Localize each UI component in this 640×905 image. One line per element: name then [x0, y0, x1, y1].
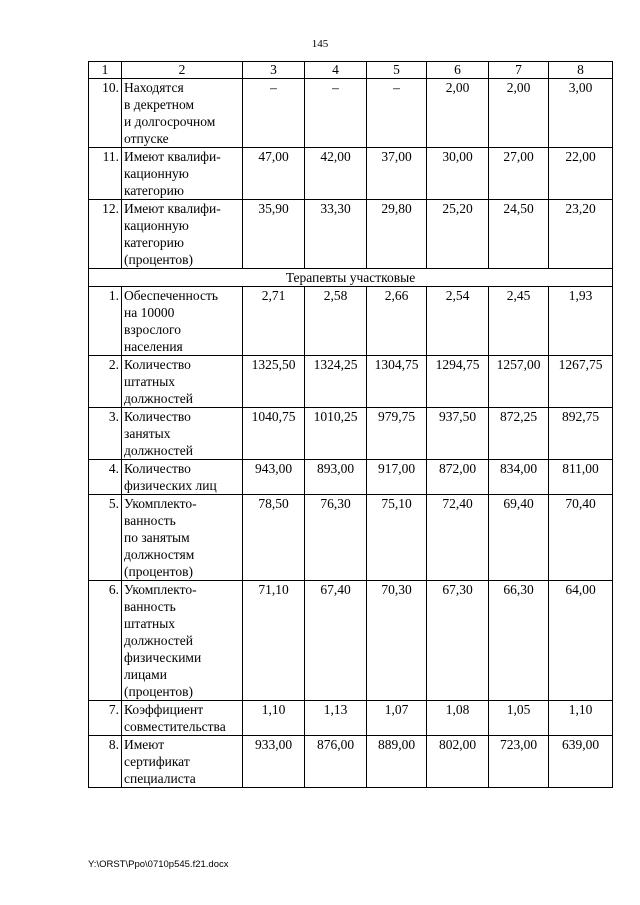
value-cell: 27,00 — [489, 148, 549, 200]
table-row — [89, 701, 613, 736]
row-label-line: Имеют квалифи- — [124, 149, 221, 164]
value-cell: 30,00 — [427, 148, 489, 200]
row-label-line: Обеспеченность — [124, 288, 219, 303]
value-cell: 70,30 — [367, 581, 427, 701]
value-cell: 2,71 — [243, 287, 305, 356]
value-cell: 723,00 — [489, 736, 549, 788]
value-cell: 1,93 — [549, 287, 613, 356]
page-number: 145 — [311, 38, 329, 50]
table-row — [89, 287, 613, 356]
value-cell: 3,00 — [549, 79, 613, 148]
row-label — [122, 200, 243, 269]
row-label-line: кационную — [124, 166, 189, 181]
row-label — [122, 581, 243, 701]
row-label-line: должностям — [124, 547, 195, 562]
value-cell: 47,00 — [243, 148, 305, 200]
data-table — [88, 61, 613, 788]
row-label-line: Имеют квалифи- — [124, 201, 221, 216]
value-cell: 1,07 — [367, 701, 427, 736]
row-label-line: ванность — [124, 599, 176, 614]
value-cell: 64,00 — [549, 581, 613, 701]
row-number: 8. — [89, 736, 122, 788]
header-cell: 7 — [489, 62, 549, 79]
section-body — [89, 269, 613, 287]
value-cell: 1,05 — [489, 701, 549, 736]
value-cell: 1,10 — [549, 701, 613, 736]
value-cell: 1,10 — [243, 701, 305, 736]
value-cell: 33,30 — [305, 200, 367, 269]
value-cell: 35,90 — [243, 200, 305, 269]
row-label-line: должностей — [124, 443, 193, 458]
table-row — [89, 495, 613, 581]
table-row — [89, 408, 613, 460]
row-label-line: в декретном — [124, 97, 195, 112]
value-cell: 72,40 — [427, 495, 489, 581]
table-row — [89, 460, 613, 495]
value-cell: 889,00 — [367, 736, 427, 788]
row-label-line: штатных — [124, 616, 176, 631]
header-cell: 5 — [367, 62, 427, 79]
value-cell: – — [243, 79, 305, 148]
value-cell: 1257,00 — [489, 356, 549, 408]
header-cell: 3 — [243, 62, 305, 79]
value-cell: 1294,75 — [427, 356, 489, 408]
row-label-line: Укомплекто- — [124, 496, 197, 511]
section-title: Терапевты участковые — [89, 269, 613, 287]
value-cell: 917,00 — [367, 460, 427, 495]
footer-file-path: Y:\ORST\Ppo\0710p545.f21.docx — [88, 859, 229, 870]
row-label-line: (процентов) — [124, 684, 194, 699]
value-cell: 876,00 — [305, 736, 367, 788]
value-cell: 69,40 — [489, 495, 549, 581]
row-label-line: Количество — [124, 461, 191, 476]
value-cell: 933,00 — [243, 736, 305, 788]
row-label — [122, 148, 243, 200]
row-label — [122, 408, 243, 460]
value-cell: 943,00 — [243, 460, 305, 495]
header-row — [89, 62, 613, 79]
row-label-line: (процентов) — [124, 564, 194, 579]
value-cell: 37,00 — [367, 148, 427, 200]
table-row — [89, 200, 613, 269]
header-cell: 1 — [89, 62, 122, 79]
value-cell: 872,25 — [489, 408, 549, 460]
value-cell: 22,00 — [549, 148, 613, 200]
row-label-line: кационную — [124, 218, 189, 233]
row-label-line: лицами — [124, 667, 167, 682]
row-number: 5. — [89, 495, 122, 581]
table-body-bottom — [89, 287, 613, 788]
row-number: 11. — [89, 148, 122, 200]
row-label-line: Укомплекто- — [124, 582, 197, 597]
value-cell: 67,30 — [427, 581, 489, 701]
row-label-line: Находятся — [124, 80, 184, 95]
row-label-line: сертификат — [124, 754, 190, 769]
row-label-line: и долгосрочном — [124, 114, 216, 129]
value-cell: 872,00 — [427, 460, 489, 495]
value-cell: 1267,75 — [549, 356, 613, 408]
row-label-line: категорию — [124, 235, 184, 250]
value-cell: 979,75 — [367, 408, 427, 460]
row-number: 6. — [89, 581, 122, 701]
value-cell: 78,50 — [243, 495, 305, 581]
row-label-line: Имеют — [124, 737, 165, 752]
row-label-line: должностей — [124, 633, 193, 648]
value-cell: 25,20 — [427, 200, 489, 269]
row-number: 3. — [89, 408, 122, 460]
row-label-line: Количество — [124, 409, 191, 424]
table-row — [89, 79, 613, 148]
value-cell: 67,40 — [305, 581, 367, 701]
value-cell: – — [367, 79, 427, 148]
value-cell: 639,00 — [549, 736, 613, 788]
value-cell: 2,45 — [489, 287, 549, 356]
row-label-line: совместительства — [124, 719, 226, 734]
table-row — [89, 356, 613, 408]
row-label-line: физическими — [124, 650, 202, 665]
row-label-line: должностей — [124, 391, 193, 406]
table-row — [89, 581, 613, 701]
header-cell: 4 — [305, 62, 367, 79]
row-label-line: Коэффициент — [124, 702, 204, 717]
value-cell: 1304,75 — [367, 356, 427, 408]
row-label-line: взрослого — [124, 322, 181, 337]
value-cell: 2,54 — [427, 287, 489, 356]
header-cell: 8 — [549, 62, 613, 79]
value-cell: 1,08 — [427, 701, 489, 736]
value-cell: – — [305, 79, 367, 148]
value-cell: 937,50 — [427, 408, 489, 460]
value-cell: 1324,25 — [305, 356, 367, 408]
table-body-top — [89, 79, 613, 269]
value-cell: 1325,50 — [243, 356, 305, 408]
row-label — [122, 495, 243, 581]
section-row — [89, 269, 613, 287]
value-cell: 71,10 — [243, 581, 305, 701]
value-cell: 892,75 — [549, 408, 613, 460]
row-label-line: отпуске — [124, 131, 169, 146]
table-row — [89, 148, 613, 200]
row-label-line: ванность — [124, 513, 176, 528]
header-cell: 2 — [122, 62, 243, 79]
row-label — [122, 79, 243, 148]
value-cell: 66,30 — [489, 581, 549, 701]
value-cell: 802,00 — [427, 736, 489, 788]
row-number: 4. — [89, 460, 122, 495]
row-label-line: по занятым — [124, 530, 190, 545]
row-number: 12. — [89, 200, 122, 269]
header-cell: 6 — [427, 62, 489, 79]
value-cell: 2,66 — [367, 287, 427, 356]
row-number: 1. — [89, 287, 122, 356]
row-label — [122, 356, 243, 408]
row-label-line: специалиста — [124, 771, 196, 786]
value-cell: 23,20 — [549, 200, 613, 269]
row-label-line: штатных — [124, 374, 176, 389]
row-label-line: физических лиц — [124, 478, 217, 493]
row-label-line: на 10000 — [124, 305, 175, 320]
value-cell: 1040,75 — [243, 408, 305, 460]
value-cell: 1,13 — [305, 701, 367, 736]
row-label-line: Количество — [124, 357, 191, 372]
row-label-line: занятых — [124, 426, 171, 441]
row-label — [122, 701, 243, 736]
row-label-line: категорию — [124, 183, 184, 198]
row-label — [122, 736, 243, 788]
row-number: 7. — [89, 701, 122, 736]
row-label-line: (процентов) — [124, 252, 194, 267]
value-cell: 2,00 — [489, 79, 549, 148]
value-cell: 42,00 — [305, 148, 367, 200]
value-cell: 893,00 — [305, 460, 367, 495]
row-label — [122, 460, 243, 495]
row-number: 2. — [89, 356, 122, 408]
table-row — [89, 736, 613, 788]
value-cell: 29,80 — [367, 200, 427, 269]
value-cell: 811,00 — [549, 460, 613, 495]
value-cell: 2,00 — [427, 79, 489, 148]
value-cell: 2,58 — [305, 287, 367, 356]
value-cell: 1010,25 — [305, 408, 367, 460]
row-label-line: населения — [124, 339, 183, 354]
value-cell: 24,50 — [489, 200, 549, 269]
row-label — [122, 287, 243, 356]
value-cell: 70,40 — [549, 495, 613, 581]
value-cell: 75,10 — [367, 495, 427, 581]
row-number: 10. — [89, 79, 122, 148]
value-cell: 834,00 — [489, 460, 549, 495]
value-cell: 76,30 — [305, 495, 367, 581]
